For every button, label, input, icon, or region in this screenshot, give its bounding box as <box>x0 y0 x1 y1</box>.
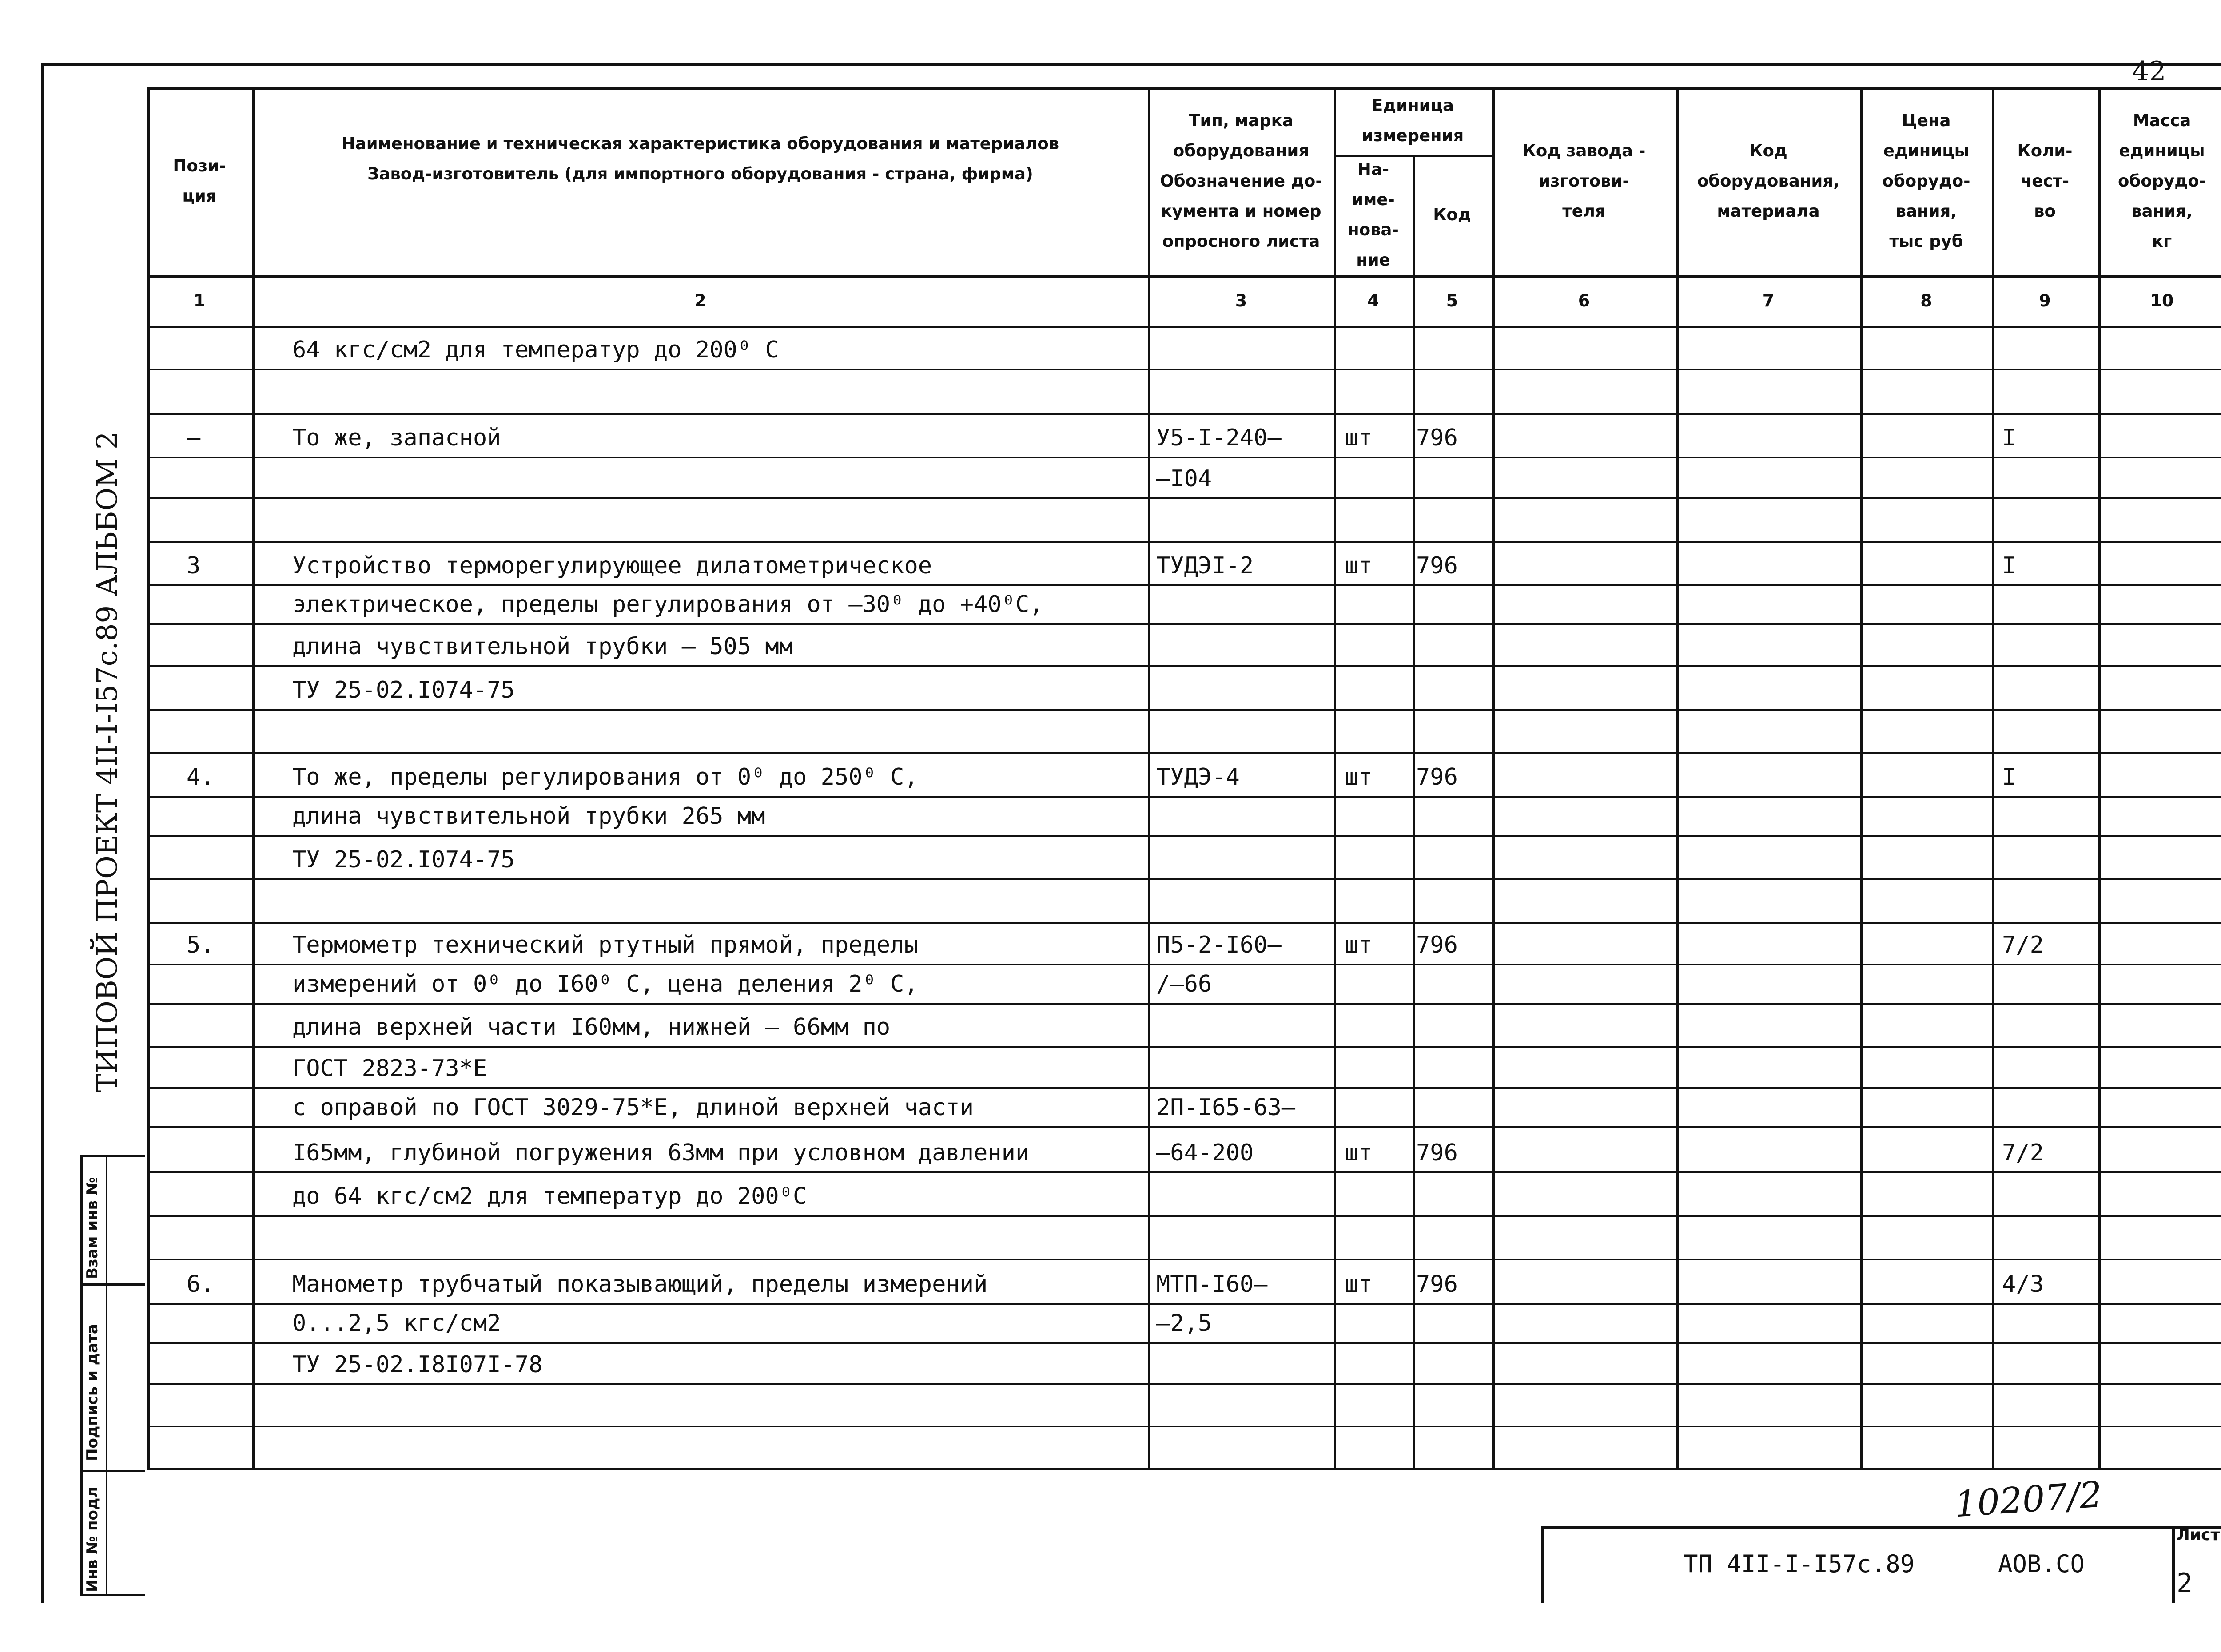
row-line <box>147 878 2221 880</box>
stamp-label: Инв № подл <box>84 1486 101 1592</box>
row-name: Устройство терморегулирующее дилатометрическое <box>292 552 932 579</box>
row-line <box>147 709 2221 711</box>
row-position: 3 <box>187 552 201 579</box>
sheet-number: 2 <box>2177 1568 2193 1599</box>
row-name: ГОСТ 2823-73*Е <box>292 1055 487 1082</box>
row-line <box>147 1215 2221 1217</box>
document-section: АОВ.СО <box>1998 1550 2085 1578</box>
header-unit-code: Код <box>1433 205 1471 224</box>
row-unit-code: 796 <box>1416 1271 1458 1298</box>
row-name: длина чувствительной трубки – 505 мм <box>292 633 793 660</box>
row-name: 0...2,5 кгс/см2 <box>292 1310 501 1337</box>
row-line <box>147 413 2221 415</box>
row-quantity: I <box>2002 552 2016 579</box>
sidebar-project-title: ТИПОВОЙ ПРОЕКТ 4II-I-I57с.89 АЛЬБОМ 2 <box>91 431 124 1092</box>
row-line <box>147 964 2221 965</box>
header-pos: Пози- ция <box>173 156 226 206</box>
row-line <box>147 752 2221 754</box>
stamp-strip-mid <box>106 1155 107 1594</box>
row-line <box>147 1087 2221 1089</box>
header-name: Наименование и техническая характеристика оборудования и материалов Завод-изготовитель (для импортного оборудования - страна, фирма) <box>341 134 1059 183</box>
column-number: 3 <box>1235 290 1247 310</box>
row-type: 2П-I65-63– <box>1156 1094 1296 1121</box>
row-position: 5. <box>187 932 215 958</box>
row-line <box>147 1426 2221 1427</box>
column-number: 6 <box>1578 290 1590 310</box>
row-line <box>147 1259 2221 1260</box>
row-position: – <box>187 425 201 451</box>
row-unit: шт <box>1345 552 1373 579</box>
row-unit: шт <box>1345 1271 1373 1298</box>
column-number: 8 <box>1920 290 1932 310</box>
row-quantity: I <box>2002 425 2016 451</box>
row-type: П5-2-I60– <box>1156 932 1282 958</box>
row-unit-code: 796 <box>1416 1140 1458 1166</box>
row-name: 64 кгс/см2 для температур до 200⁰ С <box>292 337 779 363</box>
row-name: ТУ 25-02.I074-75 <box>292 677 515 703</box>
row-unit: шт <box>1345 1140 1373 1166</box>
row-name: с оправой по ГОСТ 3029-75*Е, длиной верхней части <box>292 1094 974 1121</box>
stamp-strip-line <box>80 1155 145 1157</box>
row-name: длина верхней части I60мм, нижней – 66мм по <box>292 1014 891 1040</box>
row-unit-code: 796 <box>1416 425 1458 451</box>
header-unit: Единица измерения <box>1361 96 1464 145</box>
document-code: ТП 4II-I-I57с.89 <box>1684 1550 1915 1578</box>
handwritten-number: 10207/2 <box>1953 1473 2104 1525</box>
row-line <box>147 623 2221 625</box>
column-number: 1 <box>193 290 206 310</box>
stamp-strip-line <box>80 1470 145 1472</box>
row-line <box>147 1126 2221 1128</box>
row-unit-code: 796 <box>1416 552 1458 579</box>
row-name: измерений от 0⁰ до I60⁰ С, цена деления 2⁰ С, <box>292 971 918 997</box>
row-name: То же, запасной <box>292 425 501 451</box>
column-number: 2 <box>694 290 706 310</box>
row-quantity: I <box>2002 764 2016 790</box>
header-unit-name: На- име- нова- ние <box>1348 160 1399 270</box>
row-name: ТУ 25-02.I074-75 <box>292 846 515 873</box>
stamp-label: Взам инв № <box>84 1177 101 1279</box>
row-line <box>147 326 2221 328</box>
row-unit: шт <box>1345 764 1373 790</box>
row-name: длина чувствительной трубки 265 мм <box>292 803 765 830</box>
stamp-strip-line <box>80 1594 145 1596</box>
row-unit: шт <box>1345 425 1373 451</box>
row-position: 6. <box>187 1271 215 1298</box>
page-number: 42 <box>2132 56 2166 87</box>
row-unit: шт <box>1345 932 1373 958</box>
row-line <box>147 1171 2221 1173</box>
column-number: 9 <box>2039 290 2051 310</box>
column-number: 4 <box>1367 290 1379 310</box>
row-type: ТУДЭ-4 <box>1156 764 1240 790</box>
stamp-strip-left <box>80 1155 83 1594</box>
header-type: Тип, марка оборудования Обозначение до- кумента и номер опросного листа <box>1160 111 1322 251</box>
row-name: I65мм, глубиной погружения 63мм при условном давлении <box>292 1140 1030 1166</box>
row-line <box>147 1468 2221 1470</box>
row-line <box>147 1046 2221 1048</box>
row-quantity: 7/2 <box>2002 1140 2044 1166</box>
stamp-label: Подпись и дата <box>84 1324 101 1461</box>
row-name: То же, пределы регулирования от 0⁰ до 250⁰ С, <box>292 764 918 790</box>
row-line <box>147 457 2221 458</box>
row-line <box>147 1383 2221 1385</box>
row-line <box>147 835 2221 837</box>
row-line <box>147 665 2221 667</box>
row-name: электрическое, пределы регулирования от –30⁰ до +40⁰С, <box>292 591 1043 618</box>
column-number: 7 <box>1762 290 1775 310</box>
row-type: –I04 <box>1156 465 1212 492</box>
stamp-strip-line <box>80 1283 145 1286</box>
row-name: до 64 кгс/см2 для температур до 200⁰С <box>292 1183 807 1210</box>
row-type: МТП-I60– <box>1156 1271 1268 1298</box>
row-line <box>147 541 2221 543</box>
row-quantity: 7/2 <box>2002 932 2044 958</box>
header-price: Цена единицы оборудо- вания, тыс руб <box>1882 111 1970 251</box>
row-type: У5-I-240– <box>1156 425 1282 451</box>
row-unit-code: 796 <box>1416 764 1458 790</box>
row-line <box>147 497 2221 499</box>
row-line <box>147 1303 2221 1305</box>
header-mass: Масса единицы оборудо- вания, кг <box>2118 111 2206 251</box>
row-position: 4. <box>187 764 215 790</box>
row-type: /–66 <box>1156 971 1212 997</box>
row-line <box>147 1003 2221 1005</box>
row-name: Манометр трубчатый показывающий, пределы измерений <box>292 1271 988 1298</box>
row-type: –64-200 <box>1156 1140 1254 1166</box>
header-equip-code: Код оборудования, материала <box>1697 141 1840 221</box>
header-qty: Коли- чест- во <box>2017 141 2073 221</box>
header-factory-code: Код завода - изготови- теля <box>1522 141 1646 221</box>
row-unit-code: 796 <box>1416 932 1458 958</box>
row-name: Термометр технический ртутный прямой, пределы <box>292 932 918 958</box>
row-line <box>147 369 2221 370</box>
row-line <box>147 922 2221 924</box>
row-line <box>147 584 2221 586</box>
column-number: 5 <box>1446 290 1458 310</box>
row-name: ТУ 25-02.I8I07I-78 <box>292 1351 543 1378</box>
row-quantity: 4/3 <box>2002 1271 2044 1298</box>
row-line <box>147 1342 2221 1344</box>
column-line <box>1413 155 1415 1468</box>
column-number: 10 <box>2150 290 2174 310</box>
row-type: ТУДЭI-2 <box>1156 552 1254 579</box>
row-type: –2,5 <box>1156 1310 1212 1337</box>
row-line <box>147 796 2221 798</box>
sheet-label: Лист <box>2177 1526 2220 1544</box>
